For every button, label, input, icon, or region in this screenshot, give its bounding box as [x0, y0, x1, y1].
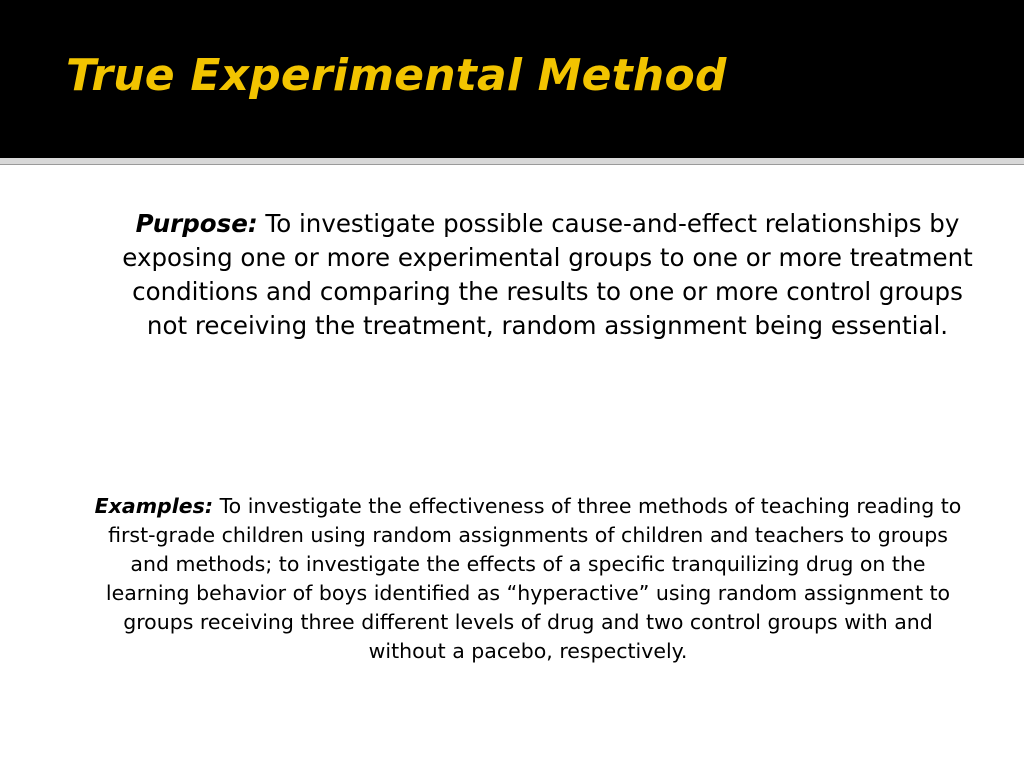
title-bar: [0, 0, 1024, 158]
examples-paragraph: [92, 492, 964, 666]
title-divider-shadow: [0, 164, 1024, 165]
purpose-text: To investigate possible cause-and-effect relationships by exposing one or more experimental groups to one or more treatment conditions and comparing the results to one or more control groups not receiving the treatment, random assignment being essential.: [122, 209, 973, 340]
slide-title: True Experimental Method: [66, 50, 727, 101]
examples-label: Examples:: [94, 494, 214, 518]
examples-text: To investigate the effectiveness of three methods of teaching reading to first-grade children using random assignments of children and teachers to groups and methods; to investigate the effects of a specific tranquilizing drug on the learning behavior of boys identified as “hyperactive” using random assignment to groups receiving three different levels of drug and two control groups with and without a pacebo, respectively.: [105, 494, 962, 663]
purpose-paragraph: [120, 207, 975, 343]
purpose-label: Purpose:: [135, 209, 258, 238]
